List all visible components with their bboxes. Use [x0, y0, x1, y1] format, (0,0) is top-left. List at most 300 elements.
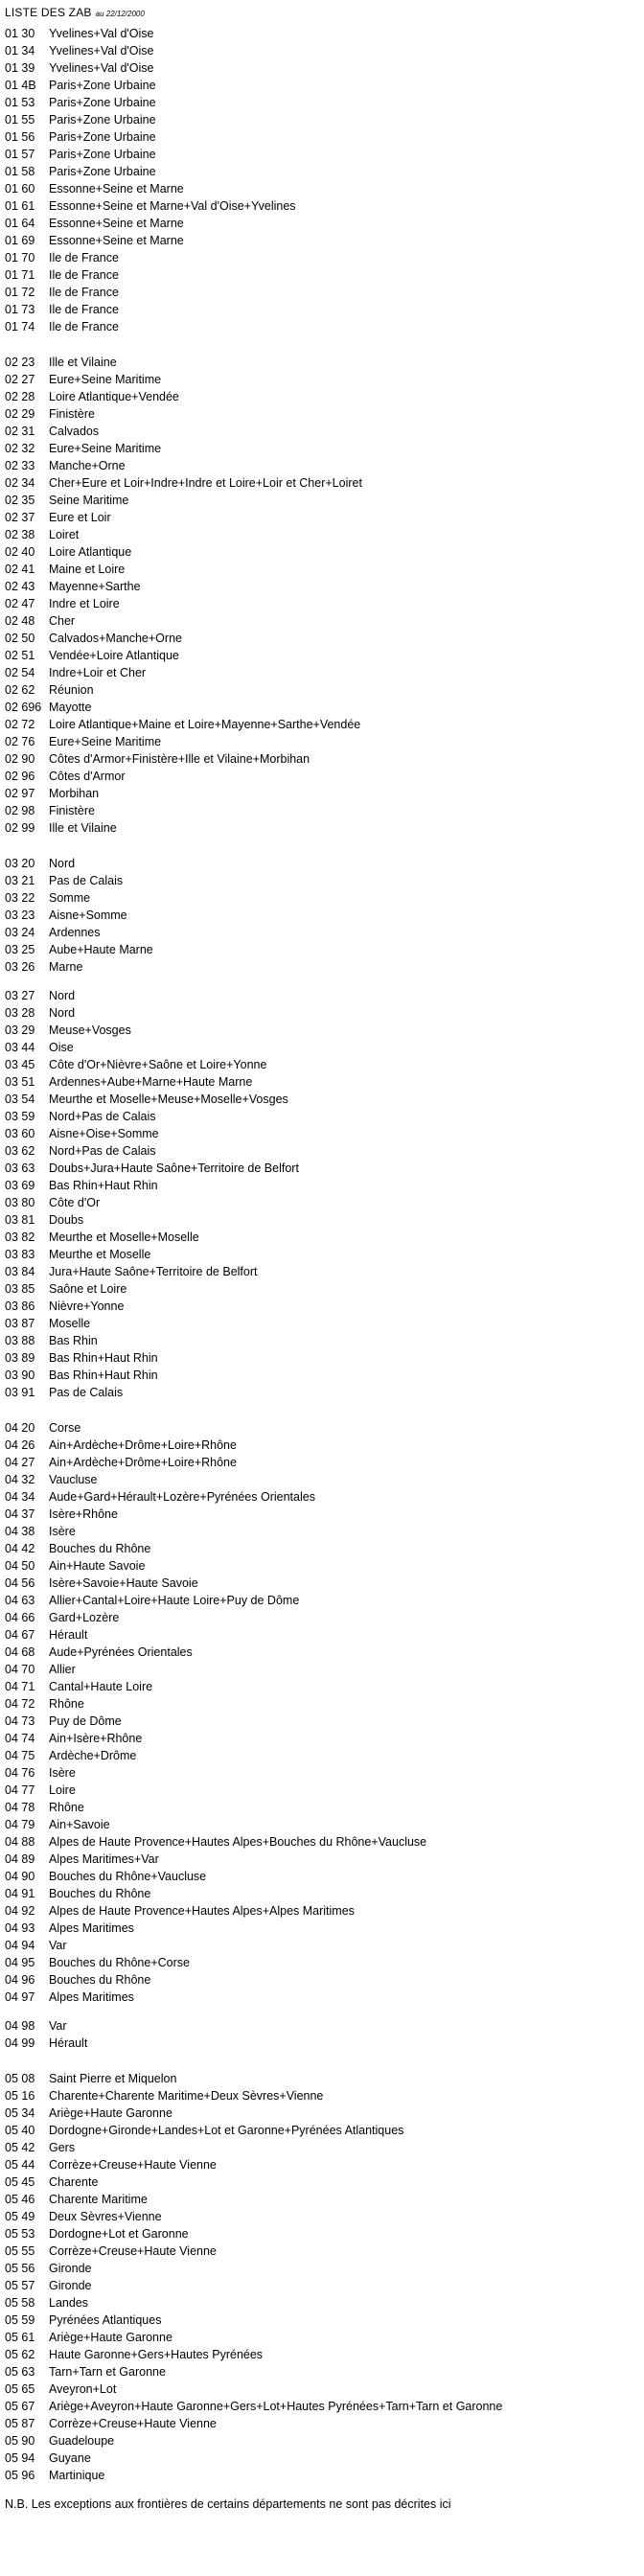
zab-code: 05 94	[5, 2451, 35, 2465]
zab-departments: Aveyron+Lot	[49, 2382, 117, 2396]
zab-row	[5, 1229, 644, 1246]
zab-code: 03 89	[5, 1351, 35, 1365]
zab-row	[5, 543, 644, 561]
zab-code: 04 72	[5, 1697, 35, 1711]
zab-row	[5, 1868, 644, 1885]
zab-row	[5, 1177, 644, 1194]
zab-code: 05 16	[5, 2089, 35, 2103]
zab-row	[5, 1661, 644, 1678]
zab-departments: Yvelines+Val d'Oise	[49, 44, 154, 58]
zab-code: 03 69	[5, 1179, 35, 1192]
zab-code: 04 90	[5, 1870, 35, 1883]
zab-code: 02 37	[5, 511, 35, 524]
zab-departments: Ile de France	[49, 251, 119, 264]
zab-departments: Cantal+Haute Loire	[49, 1680, 153, 1693]
zab-departments: Yvelines+Val d'Oise	[49, 27, 154, 40]
zab-code: 05 90	[5, 2434, 35, 2448]
zab-departments: Deux Sèvres+Vienne	[49, 2210, 162, 2223]
zab-code: 02 43	[5, 580, 35, 593]
zab-departments: Finistère	[49, 407, 95, 421]
zab-row	[5, 2225, 644, 2242]
zab-code: 04 38	[5, 1525, 35, 1538]
zab-departments: Gard+Lozère	[49, 1611, 120, 1624]
zab-row	[5, 595, 644, 612]
zab-code: 03 81	[5, 1213, 35, 1227]
zab-departments: Puy de Dôme	[49, 1714, 122, 1728]
zab-code: 03 20	[5, 857, 35, 870]
zab-row	[5, 474, 644, 492]
zab-code: 05 40	[5, 2124, 35, 2137]
zab-departments: Loire	[49, 1783, 76, 1797]
zab-departments: Guyane	[49, 2451, 91, 2465]
zab-row	[5, 405, 644, 423]
zab-row	[5, 2104, 644, 2122]
zab-row	[5, 1989, 644, 2006]
zab-row	[5, 1937, 644, 1954]
list-header	[5, 6, 644, 19]
zab-departments: Doubs+Jura+Haute Saône+Territoire de Belfort	[49, 1162, 299, 1175]
zab-departments: Bas Rhin+Haut Rhin	[49, 1179, 158, 1192]
zab-code: 02 98	[5, 804, 35, 817]
zab-group	[5, 354, 644, 837]
zab-code: 03 51	[5, 1075, 35, 1089]
zab-departments: Nord	[49, 1006, 76, 1020]
zab-departments: Doubs	[49, 1213, 84, 1227]
zab-departments: Marne	[49, 960, 83, 974]
zab-code: 02 31	[5, 425, 35, 438]
zab-row	[5, 1747, 644, 1764]
zab-code: 05 42	[5, 2141, 35, 2154]
zab-departments: Meurthe et Moselle	[49, 1248, 151, 1261]
zab-departments: Nord+Pas de Calais	[49, 1110, 156, 1123]
zab-row	[5, 1246, 644, 1263]
zab-departments: Isère+Savoie+Haute Savoie	[49, 1576, 198, 1590]
zab-code: 04 37	[5, 1507, 35, 1521]
zab-departments: Yvelines+Val d'Oise	[49, 61, 154, 75]
zab-row	[5, 1039, 644, 1056]
zab-row	[5, 924, 644, 941]
zab-row	[5, 318, 644, 335]
zab-row	[5, 578, 644, 595]
zab-row	[5, 1471, 644, 1488]
zab-row	[5, 1971, 644, 1989]
zab-code: 02 34	[5, 476, 35, 490]
zab-code: 04 94	[5, 1939, 35, 1952]
zab-row	[5, 1730, 644, 1747]
zab-code: 04 26	[5, 1438, 35, 1452]
zab-code: 02 99	[5, 821, 35, 835]
zab-row	[5, 716, 644, 733]
zab-code: 03 83	[5, 1248, 35, 1261]
zab-departments: Manche+Orne	[49, 459, 126, 472]
zab-row	[5, 941, 644, 958]
zab-code: 05 46	[5, 2193, 35, 2206]
zab-row	[5, 232, 644, 249]
zab-code: 02 97	[5, 787, 35, 800]
zab-row	[5, 2312, 644, 2329]
zab-code: 03 82	[5, 1230, 35, 1244]
zab-row	[5, 1367, 644, 1384]
zab-departments: Corrèze+Creuse+Haute Vienne	[49, 2244, 217, 2258]
zab-departments: Allier+Cantal+Loire+Haute Loire+Puy de Dôme	[49, 1594, 300, 1607]
zab-row	[5, 423, 644, 440]
zab-row	[5, 2380, 644, 2398]
zab-departments: Bouches du Rhône	[49, 1887, 151, 1900]
zab-code: 03 80	[5, 1196, 35, 1209]
zab-row	[5, 1419, 644, 1437]
zab-departments: Charente	[49, 2175, 99, 2189]
zab-departments: Ille et Vilaine	[49, 821, 117, 835]
zab-departments: Loiret	[49, 528, 80, 541]
zab-code: 03 29	[5, 1024, 35, 1037]
zab-code: 03 87	[5, 1317, 35, 1330]
zab-code: 04 42	[5, 1542, 35, 1555]
zab-list	[5, 25, 644, 2484]
zab-departments: Côtes d'Armor+Finistère+Ille et Vilaine+Morbihan	[49, 752, 310, 766]
zab-code: 02 32	[5, 442, 35, 455]
list-date: au 22/12/2000	[95, 10, 145, 18]
zab-row	[5, 1713, 644, 1730]
zab-departments: Nord+Pas de Calais	[49, 1144, 156, 1158]
zab-code: 04 63	[5, 1594, 35, 1607]
zab-row	[5, 612, 644, 630]
zab-departments: Var	[49, 1939, 67, 1952]
zab-departments: Loire Atlantique	[49, 545, 132, 559]
zab-departments: Côte d'Or+Nièvre+Saône et Loire+Yonne	[49, 1058, 267, 1071]
zab-row	[5, 2260, 644, 2277]
zab-code: 03 90	[5, 1368, 35, 1382]
zab-code: 04 96	[5, 1973, 35, 1987]
zab-code: 05 62	[5, 2348, 35, 2361]
zab-row	[5, 1695, 644, 1713]
zab-departments: Mayenne+Sarthe	[49, 580, 141, 593]
zab-code: 01 34	[5, 44, 35, 58]
zab-code: 02 50	[5, 632, 35, 645]
zab-code: 05 55	[5, 2244, 35, 2258]
zab-row	[5, 1022, 644, 1039]
zab-row	[5, 1644, 644, 1661]
zab-departments: Essonne+Seine et Marne	[49, 234, 184, 247]
zab-departments: Essonne+Seine et Marne	[49, 182, 184, 196]
zab-departments: Alpes Maritimes+Var	[49, 1852, 159, 1866]
zab-code: 04 75	[5, 1749, 35, 1762]
zab-code: 03 85	[5, 1282, 35, 1296]
zab-code: 05 61	[5, 2331, 35, 2344]
zab-row	[5, 1056, 644, 1073]
zab-code: 04 79	[5, 1818, 35, 1831]
zab-code: 04 73	[5, 1714, 35, 1728]
zab-code: 03 23	[5, 908, 35, 922]
zab-departments: Rhône	[49, 1801, 84, 1814]
zab-row	[5, 1160, 644, 1177]
zab-departments: Calvados+Manche+Orne	[49, 632, 182, 645]
zab-code: 02 96	[5, 770, 35, 783]
zab-code: 03 27	[5, 989, 35, 1002]
zab-code: 01 58	[5, 165, 35, 178]
zab-code: 02 90	[5, 752, 35, 766]
zab-code: 02 51	[5, 649, 35, 662]
zab-code: 02 62	[5, 683, 35, 697]
zab-code: 01 53	[5, 96, 35, 109]
zab-row	[5, 1315, 644, 1332]
zab-row	[5, 180, 644, 197]
zab-row	[5, 561, 644, 578]
zab-row	[5, 25, 644, 42]
zab-row	[5, 2035, 644, 2052]
zab-departments: Maine et Loire	[49, 563, 126, 576]
zab-departments: Paris+Zone Urbaine	[49, 96, 156, 109]
zab-departments: Charente Maritime	[49, 2193, 148, 2206]
zab-departments: Pyrénées Atlantiques	[49, 2313, 162, 2327]
zab-departments: Meurthe et Moselle+Meuse+Moselle+Vosges	[49, 1092, 288, 1106]
zab-code: 05 56	[5, 2262, 35, 2275]
zab-code: 02 33	[5, 459, 35, 472]
zab-code: 05 59	[5, 2313, 35, 2327]
zab-departments: Meuse+Vosges	[49, 1024, 131, 1037]
zab-code: 05 08	[5, 2072, 35, 2085]
zab-row	[5, 1298, 644, 1315]
zab-row	[5, 1833, 644, 1851]
zab-code: 02 23	[5, 356, 35, 369]
footer-note: N.B. Les exceptions aux frontières de certains départements ne sont pas décrites ici	[5, 2497, 451, 2511]
zab-departments: Aube+Haute Marne	[49, 943, 153, 956]
zab-row	[5, 987, 644, 1004]
zab-row	[5, 1004, 644, 1022]
zab-row	[5, 1816, 644, 1833]
zab-row	[5, 42, 644, 59]
zab-code: 05 57	[5, 2279, 35, 2292]
zab-code: 01 64	[5, 217, 35, 230]
zab-row	[5, 699, 644, 716]
zab-departments: Oise	[49, 1041, 74, 1054]
zab-row	[5, 371, 644, 388]
zab-row	[5, 2208, 644, 2225]
zab-departments: Allier	[49, 1663, 76, 1676]
zab-row	[5, 1575, 644, 1592]
zab-row	[5, 2070, 644, 2087]
zab-code: 04 98	[5, 2019, 35, 2033]
zab-row	[5, 1506, 644, 1523]
zab-departments: Rhône	[49, 1697, 84, 1711]
zab-row	[5, 2122, 644, 2139]
zab-code: 04 32	[5, 1473, 35, 1486]
zab-row	[5, 284, 644, 301]
zab-departments: Alpes de Haute Provence+Hautes Alpes+Bouches du Rhône+Vaucluse	[49, 1835, 427, 1849]
zab-row	[5, 1851, 644, 1868]
zab-code: 05 96	[5, 2469, 35, 2482]
zab-row	[5, 1211, 644, 1229]
zab-departments: Alpes de Haute Provence+Hautes Alpes+Alpes Maritimes	[49, 1904, 355, 1918]
zab-departments: Alpes Maritimes	[49, 1990, 134, 2004]
zab-code: 02 41	[5, 563, 35, 576]
zab-code: 02 40	[5, 545, 35, 559]
zab-row	[5, 819, 644, 837]
zab-code: 04 27	[5, 1456, 35, 1469]
zab-departments: Dordogne+Gironde+Landes+Lot et Garonne+Pyrénées Atlantiques	[49, 2124, 404, 2137]
zab-row	[5, 94, 644, 111]
zab-code: 04 78	[5, 1801, 35, 1814]
zab-row	[5, 163, 644, 180]
zab-code: 03 25	[5, 943, 35, 956]
zab-code: 01 55	[5, 113, 35, 126]
zab-row	[5, 2139, 644, 2156]
zab-row	[5, 1523, 644, 1540]
zab-group	[5, 25, 644, 335]
zab-departments: Hérault	[49, 2036, 88, 2050]
zab-row	[5, 630, 644, 647]
zab-row	[5, 1557, 644, 1575]
zab-departments: Aude+Gard+Hérault+Lozère+Pyrénées Orientales	[49, 1490, 315, 1504]
zab-code: 02 35	[5, 494, 35, 507]
zab-departments: Landes	[49, 2296, 89, 2310]
zab-code: 04 89	[5, 1852, 35, 1866]
zab-code: 01 61	[5, 199, 35, 213]
zab-departments: Ain+Haute Savoie	[49, 1559, 146, 1573]
zab-row	[5, 1125, 644, 1142]
zab-departments: Ain+Ardèche+Drôme+Loire+Rhône	[49, 1438, 237, 1452]
zab-row	[5, 1194, 644, 1211]
zab-code: 04 99	[5, 2036, 35, 2050]
zab-group	[5, 987, 644, 1401]
zab-code: 01 70	[5, 251, 35, 264]
zab-code: 02 76	[5, 735, 35, 748]
zab-code: 01 74	[5, 320, 35, 334]
zab-departments: Seine Maritime	[49, 494, 129, 507]
zab-code: 03 84	[5, 1265, 35, 1278]
zab-departments: Bouches du Rhône+Vaucluse	[49, 1870, 207, 1883]
zab-departments: Isère	[49, 1766, 76, 1780]
zab-code: 04 70	[5, 1663, 35, 1676]
zab-code: 05 53	[5, 2227, 35, 2241]
zab-row	[5, 1263, 644, 1280]
zab-departments: Tarn+Tarn et Garonne	[49, 2365, 166, 2379]
zab-row	[5, 889, 644, 907]
zab-row	[5, 1142, 644, 1160]
zab-row	[5, 1678, 644, 1695]
zab-row	[5, 2398, 644, 2415]
zab-row	[5, 492, 644, 509]
zab-departments: Ile de France	[49, 303, 119, 316]
zab-row	[5, 1609, 644, 1626]
zab-departments: Saint Pierre et Miquelon	[49, 2072, 177, 2085]
zab-code: 02 28	[5, 390, 35, 403]
zab-departments: Essonne+Seine et Marne+Val d'Oise+Yvelines	[49, 199, 296, 213]
zab-departments: Saône et Loire	[49, 1282, 127, 1296]
zab-departments: Somme	[49, 891, 91, 905]
zab-code: 03 59	[5, 1110, 35, 1123]
zab-row	[5, 77, 644, 94]
zab-code: 03 60	[5, 1127, 35, 1140]
zab-row	[5, 526, 644, 543]
zab-departments: Indre+Loir et Cher	[49, 666, 147, 679]
zab-code: 04 67	[5, 1628, 35, 1642]
zab-departments: Gironde	[49, 2279, 92, 2292]
zab-row	[5, 2156, 644, 2174]
zab-departments: Paris+Zone Urbaine	[49, 79, 156, 92]
zab-code: 05 67	[5, 2400, 35, 2413]
zab-row	[5, 1799, 644, 1816]
zab-departments: Isère	[49, 1525, 76, 1538]
zab-code: 01 56	[5, 130, 35, 144]
zab-row	[5, 1626, 644, 1644]
zab-departments: Ile de France	[49, 268, 119, 282]
zab-row	[5, 1384, 644, 1401]
zab-code: 05 34	[5, 2106, 35, 2120]
zab-code: 01 39	[5, 61, 35, 75]
zab-departments: Ain+Savoie	[49, 1818, 110, 1831]
zab-row	[5, 128, 644, 146]
zab-departments: Eure+Seine Maritime	[49, 735, 162, 748]
zab-departments: Gironde	[49, 2262, 92, 2275]
zab-departments: Indre et Loire	[49, 597, 120, 610]
zab-row	[5, 1488, 644, 1506]
zab-row	[5, 2432, 644, 2450]
zab-row	[5, 1592, 644, 1609]
zab-departments: Réunion	[49, 683, 94, 697]
zab-departments: Nord	[49, 989, 76, 1002]
zab-row	[5, 2329, 644, 2346]
zab-departments: Moselle	[49, 1317, 91, 1330]
zab-departments: Ardennes	[49, 926, 101, 939]
zab-code: 04 93	[5, 1921, 35, 1935]
zab-departments: Ardèche+Drôme	[49, 1749, 137, 1762]
zab-departments: Gers	[49, 2141, 76, 2154]
zab-row	[5, 457, 644, 474]
zab-row	[5, 59, 644, 77]
zab-departments: Alpes Maritimes	[49, 1921, 134, 1935]
zab-row	[5, 266, 644, 284]
zab-code: 03 54	[5, 1092, 35, 1106]
zab-row	[5, 1108, 644, 1125]
zab-row	[5, 872, 644, 889]
zab-departments: Ille et Vilaine	[49, 356, 117, 369]
zab-code: 01 57	[5, 148, 35, 161]
zab-departments: Bas Rhin+Haut Rhin	[49, 1351, 158, 1365]
zab-departments: Ardennes+Aube+Marne+Haute Marne	[49, 1075, 253, 1089]
zab-row	[5, 664, 644, 681]
zab-row	[5, 1954, 644, 1971]
zab-departments: Paris+Zone Urbaine	[49, 165, 156, 178]
zab-row	[5, 111, 644, 128]
zab-code: 03 28	[5, 1006, 35, 1020]
zab-code: 01 69	[5, 234, 35, 247]
zab-departments: Var	[49, 2019, 67, 2033]
zab-code: 02 48	[5, 614, 35, 628]
zab-departments: Essonne+Seine et Marne	[49, 217, 184, 230]
zab-departments: Nièvre+Yonne	[49, 1300, 125, 1313]
zab-departments: Corrèze+Creuse+Haute Vienne	[49, 2158, 217, 2172]
zab-code: 04 71	[5, 1680, 35, 1693]
zab-code: 04 74	[5, 1732, 35, 1745]
zab-code: 05 58	[5, 2296, 35, 2310]
zab-departments: Finistère	[49, 804, 95, 817]
zab-group	[5, 1419, 644, 2006]
zab-departments: Nord	[49, 857, 76, 870]
zab-code: 05 63	[5, 2365, 35, 2379]
zab-code: 04 91	[5, 1887, 35, 1900]
zab-departments: Corse	[49, 1421, 81, 1435]
zab-departments: Loire Atlantique+Maine et Loire+Mayenne+Sarthe+Vendée	[49, 718, 361, 731]
zab-row	[5, 2467, 644, 2484]
zab-code: 04 66	[5, 1611, 35, 1624]
zab-code: 04 97	[5, 1990, 35, 2004]
zab-departments: Bouches du Rhône	[49, 1542, 151, 1555]
zab-row	[5, 388, 644, 405]
zab-departments: Eure+Seine Maritime	[49, 442, 162, 455]
zab-code: 04 77	[5, 1783, 35, 1797]
zab-code: 04 56	[5, 1576, 35, 1590]
zab-code: 03 44	[5, 1041, 35, 1054]
